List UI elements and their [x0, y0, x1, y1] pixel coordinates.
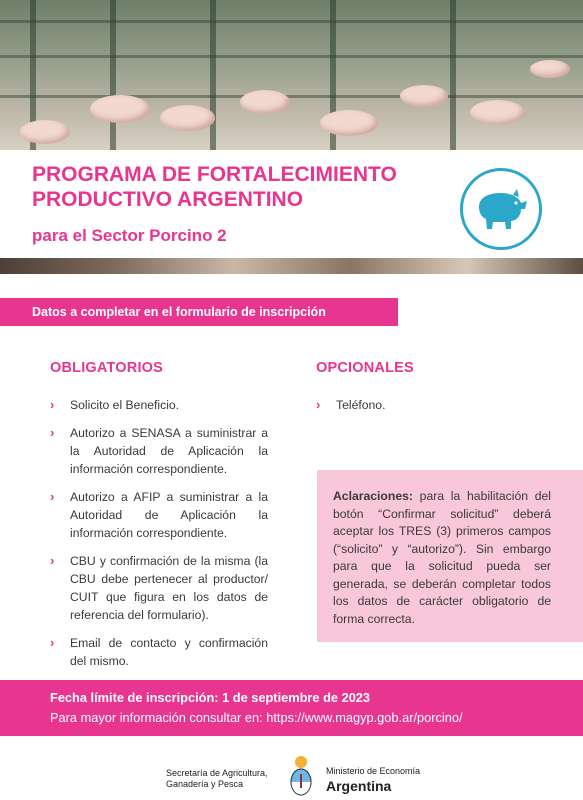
ministerio-label: Ministerio de Economía — [326, 766, 421, 776]
page-subtitle: para el Sector Porcino 2 — [32, 226, 227, 245]
list-item: › Autorizo a SENASA a suministrar a la Autoridad de Aplicación la información correspondiente. — [50, 425, 268, 476]
deadline-text: Fecha límite de inscripción: 1 de septiembre de 2023 — [50, 690, 371, 705]
pig-icon — [460, 168, 542, 250]
note-body: para la habilitación del botón “Confirmar solicitud” deberá aceptar los TRES (3) primeros campos (“solicito” y “autorizo”). Sin embargo para que la solicitud pueda ser generada, se deberán completar todos los datos de carácter obligatorio de forma correcta. — [333, 489, 551, 626]
mandatory-list — [50, 396, 268, 680]
mandatory-title: OBLIGATORIOS — [50, 360, 164, 376]
list-item: › Email de contacto y confirmación del mismo. — [50, 635, 268, 668]
deadline-band — [0, 680, 583, 736]
coat-of-arms-icon — [287, 754, 315, 798]
country-label: Argentina — [326, 778, 392, 794]
note-text — [333, 488, 551, 628]
chevron-right-icon: › — [50, 425, 55, 440]
list-item: › Solicito el Beneficio. — [50, 397, 180, 412]
section-header: Datos a completar en el formulario de inscripción — [0, 298, 398, 326]
note-label: Aclaraciones: — [333, 489, 413, 503]
list-item: › CBU y confirmación de la misma (la CBU debe pertenecer al productor/ CUIT que figura en los datos de referencia del formulario). — [50, 553, 268, 622]
chevron-right-icon: › — [50, 553, 55, 568]
secretaria-label: Secretaría de Agricultura, Ganadería y Pesca — [166, 768, 268, 789]
chevron-right-icon: › — [50, 489, 55, 504]
more-info-link[interactable]: Para mayor información consultar en: https://www.magyp.gob.ar/porcino/ — [50, 710, 463, 725]
header-photo — [0, 0, 583, 150]
chevron-right-icon: › — [50, 397, 55, 412]
chevron-right-icon: › — [316, 397, 321, 412]
photo-strip — [0, 258, 583, 274]
title-band — [0, 150, 583, 258]
optional-title: OPCIONALES — [316, 360, 414, 376]
chevron-right-icon: › — [50, 635, 55, 650]
optional-list — [316, 396, 546, 424]
page-title: PROGRAMA DE FORTALECIMIENTO PRODUCTIVO ARGENTINO — [32, 163, 397, 211]
list-item: › Teléfono. — [316, 397, 386, 412]
list-item: › Autorizo a AFIP a suministrar a la Autoridad de Aplicación la información correspondiente. — [50, 489, 268, 540]
note-box — [317, 470, 583, 642]
footer — [0, 748, 583, 800]
